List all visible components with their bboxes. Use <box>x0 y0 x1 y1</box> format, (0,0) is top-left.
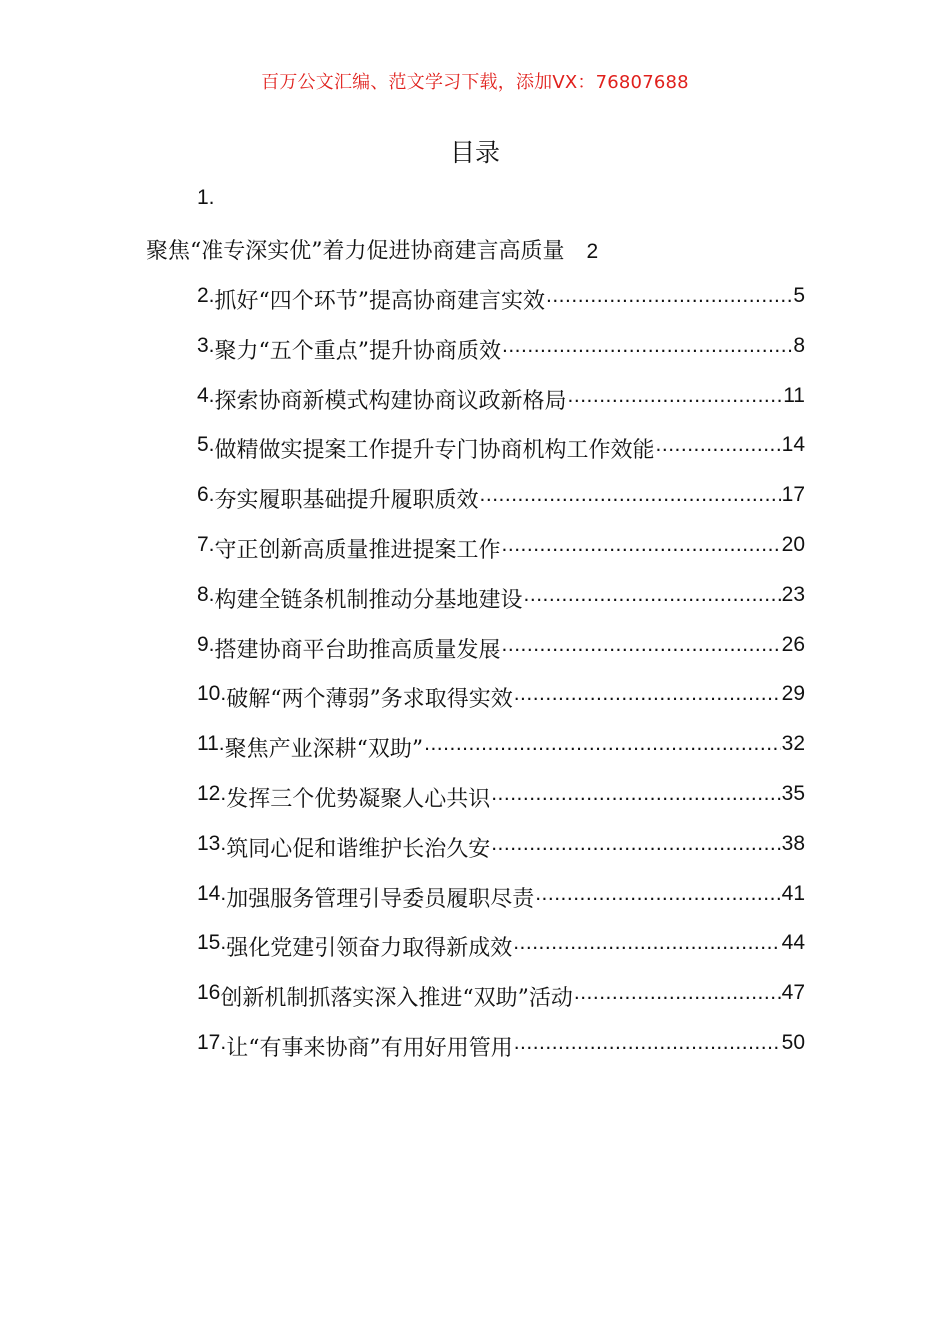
toc-entry-page: 26 <box>781 632 805 656</box>
toc-entry[interactable] <box>197 533 805 583</box>
toc-entry[interactable] <box>197 433 805 483</box>
toc-leader-dots <box>523 583 781 607</box>
toc-leader-dots <box>501 334 792 358</box>
toc-leader-dots <box>490 832 780 856</box>
toc-entry-label: 夯实履职基础提升履职质效 <box>214 488 479 514</box>
toc-entry-page: 23 <box>781 582 805 606</box>
toc-entry[interactable] <box>197 931 805 981</box>
toc-leader-dots <box>512 931 780 955</box>
toc-entry-page: 41 <box>781 881 805 905</box>
toc-entry-number: 11. <box>197 732 225 756</box>
page-title: 目录 <box>449 138 500 167</box>
toc-entry[interactable] <box>197 284 805 334</box>
toc-entry-page: 14 <box>781 433 805 457</box>
toc-entry-page: 11 <box>783 383 805 407</box>
toc-leader-dots <box>545 284 792 308</box>
watermark-header: 百万公文汇编、范文学习下载，添加VX：76807688 <box>261 72 689 93</box>
toc-entry-number: 9. <box>197 632 215 656</box>
toc-entry-label: 做精做实提案工作提升专门协商机构工作效能 <box>214 438 655 464</box>
toc-entry-label: 发挥三个优势凝聚人心共识 <box>226 786 491 812</box>
toc-entry-number: 15. <box>197 931 227 955</box>
toc-entry-number: 7. <box>197 532 215 556</box>
toc-entry[interactable] <box>197 832 805 882</box>
toc-entry-label: 探索协商新模式构建协商议政新格局 <box>214 388 567 414</box>
toc-entry-page: 17 <box>781 483 805 507</box>
toc-leader-dots <box>567 384 783 408</box>
toc-entry[interactable] <box>197 633 805 683</box>
toc-entry-page: 20 <box>781 532 805 556</box>
toc-entry[interactable] <box>197 1031 805 1081</box>
toc-entry-page: 5 <box>793 284 805 307</box>
toc-entry-page: 38 <box>781 831 805 855</box>
toc-entry[interactable] <box>197 384 805 434</box>
toc-entry-number: 5. <box>197 433 215 457</box>
toc-entry-page: 29 <box>781 682 805 706</box>
toc-leader-dots <box>655 433 781 457</box>
toc-entry-label: 抓好“四个环节”提高协商建言实效 <box>214 289 546 314</box>
toc-entry-label: 让“有事来协商”有用好用管用 <box>226 1035 513 1061</box>
toc-entry-1-label: 聚焦“准专深实优”着力促进协商建言高质量 <box>146 239 565 264</box>
toc-entry-label: 创新机制抓落实深入推进“双助”活动 <box>220 986 573 1012</box>
toc-entry-number: 14. <box>197 881 227 905</box>
toc-entry[interactable] <box>197 981 805 1031</box>
toc-entry-label: 构建全链条机制推动分基地建设 <box>214 587 523 613</box>
toc-entry-number: 16 <box>197 981 221 1005</box>
toc-entry[interactable] <box>197 732 805 782</box>
toc-leader-dots <box>513 682 781 706</box>
toc-leader-dots <box>534 882 780 906</box>
toc-entry-label: 聚力“五个重点”提升协商质效 <box>214 338 502 364</box>
toc-leader-dots <box>573 981 781 1005</box>
toc-entry-number: 17. <box>197 1030 227 1054</box>
toc-entry-number: 4. <box>197 383 215 407</box>
toc-entry-page: 35 <box>781 781 805 805</box>
toc-entry-page: 50 <box>781 1030 805 1054</box>
toc-entry-1-number: 1. <box>197 186 215 209</box>
toc-entry-1[interactable] <box>146 234 598 265</box>
toc-entry[interactable] <box>197 682 805 732</box>
toc-leader-dots <box>501 633 781 657</box>
toc-entry-number: 10. <box>197 682 227 706</box>
toc-entry-label: 搭建协商平台助推高质量发展 <box>214 637 501 663</box>
toc-entry-number: 12. <box>197 781 227 805</box>
toc-entry[interactable] <box>197 334 805 384</box>
toc-entry-label: 守正创新高质量推进提案工作 <box>214 537 501 563</box>
toc-entry[interactable] <box>197 583 805 633</box>
toc-leader-dots <box>501 533 781 557</box>
toc-entry-page: 47 <box>781 981 805 1005</box>
toc-entry-label: 强化党建引领奋力取得新成效 <box>226 936 513 962</box>
toc-entry[interactable] <box>197 882 805 932</box>
toc-entry[interactable] <box>197 782 805 832</box>
toc-entry-number: 13. <box>197 831 227 855</box>
toc-leader-dots <box>479 483 781 507</box>
toc-entry[interactable] <box>197 483 805 533</box>
toc-entry-page: 44 <box>781 931 805 955</box>
toc-entry-page: 32 <box>781 732 805 756</box>
toc-entry-label: 聚焦产业深耕“双助” <box>224 737 424 763</box>
toc-entry-label: 筑同心促和谐维护长治久安 <box>226 836 491 862</box>
toc-entry-1-page: 2 <box>586 240 599 263</box>
toc-entry-number: 6. <box>197 483 215 507</box>
toc-leader-dots <box>513 1031 781 1055</box>
table-of-contents <box>197 284 805 1081</box>
toc-entry-page: 8 <box>793 333 805 357</box>
toc-entry-label: 加强服务管理引导委员履职尽责 <box>226 886 535 912</box>
toc-entry-number: 2. <box>197 284 215 307</box>
toc-leader-dots <box>490 782 780 806</box>
toc-entry-number: 3. <box>197 333 215 357</box>
toc-entry-number: 8. <box>197 582 215 606</box>
toc-entry-label: 破解“两个薄弱”务求取得实效 <box>226 687 513 713</box>
toc-leader-dots <box>423 732 781 756</box>
